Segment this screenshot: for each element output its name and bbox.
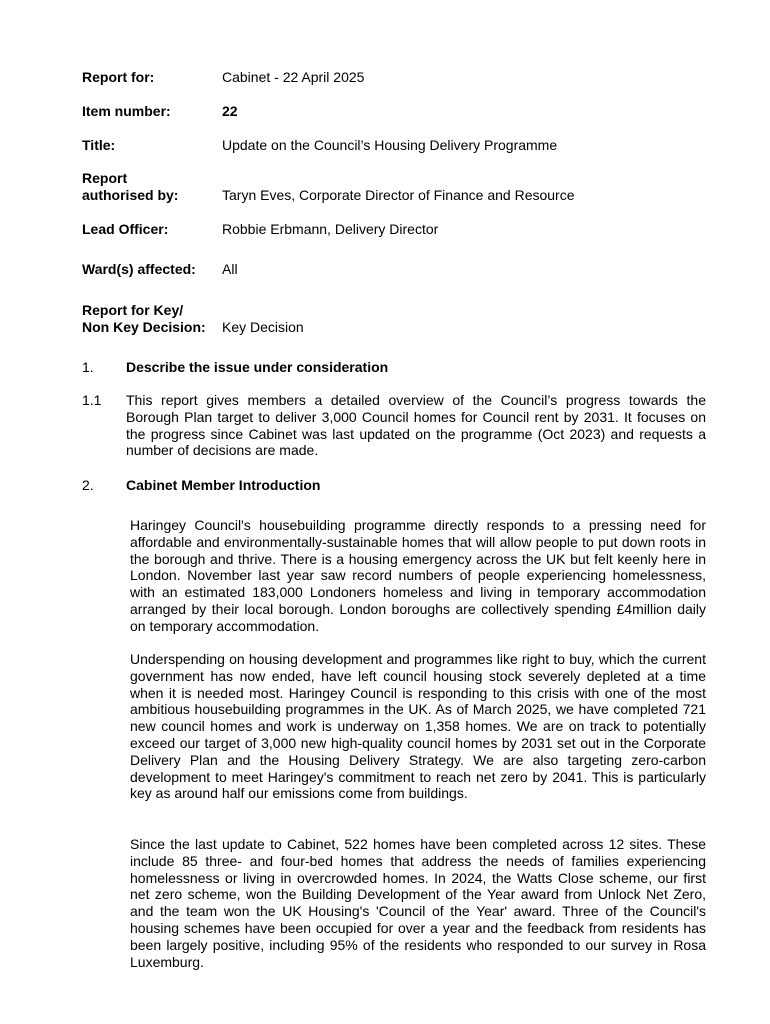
lead-officer-value: Robbie Erbmann, Delivery Director — [222, 221, 439, 237]
section-1-heading: Describe the issue under consideration — [126, 359, 389, 375]
section-1-1-paragraph: This report gives members a detailed overview of the Council’s progress towards the Borough Plan target to deliver 3,000 Council homes for Council rent by 2031. It focuses on the progress since Cabinet was last updated on the programme (Oct 2023) and requests a number of decisions are made. — [126, 392, 706, 459]
report-for-value: Cabinet - 22 April 2025 — [222, 69, 365, 85]
key-decision-value: Key Decision — [222, 319, 304, 335]
authorised-value: Taryn Eves, Corporate Director of Finance and Resource — [222, 187, 575, 203]
key-decision-label-line2: Non Key Decision: — [82, 319, 206, 335]
item-number-label: Item number: — [82, 103, 171, 119]
cabinet-intro-paragraph-2: Underspending on housing development and programmes like right to buy, which the current government has now ended, have left council housing stock severely depleted at a time when it is needed most. Haringey Council is responding to this crisis with one of the most ambitious housebuilding programmes in the UK. As of March 2025, we have completed 721 new council homes and work is underway on 1,358 homes. We are on track to potentially exceed our target of 3,000 new high-quality council homes by 2031 set out in the Corporate Delivery Plan and the Housing Delivery Strategy. We are also targeting zero-carbon development to meet Haringey's commitment to reach net zero by 2041. This is particularly key as around half our emissions come from buildings. — [130, 651, 706, 802]
section-1-1-number: 1.1 — [82, 392, 102, 408]
lead-officer-label: Lead Officer: — [82, 221, 169, 237]
wards-label: Ward(s) affected: — [82, 261, 196, 277]
title-value: Update on the Council’s Housing Delivery Programme — [222, 137, 558, 153]
wards-value: All — [222, 261, 238, 277]
key-decision-label-line1: Report for Key/ — [82, 302, 184, 318]
item-number-value: 22 — [222, 103, 238, 119]
cabinet-intro-paragraph-1: Haringey Council's housebuilding programme directly responds to a pressing need for affordable and environmentally-sustainable homes that will allow people to put down roots in the borough and thrive. There is a housing emergency across the UK but felt keenly here in London. November last year saw record numbers of people experiencing homelessness, with an estimated 183,000 Londoners homeless and living in temporary accommodation arranged by their local borough. London boroughs are collectively spending £4million daily on temporary accommodation. — [130, 517, 706, 634]
title-label: Title: — [82, 137, 116, 153]
cabinet-intro-paragraph-3: Since the last update to Cabinet, 522 homes have been completed across 12 sites. These include 85 three- and four-bed homes that address the needs of families experiencing homelessness or living in overcrowded homes. In 2024, the Watts Close scheme, our first net zero scheme, won the Building Development of the Year award from Unlock Net Zero, and the team won the UK Housing's 'Council of the Year' award. Three of the Council's housing schemes have been occupied for over a year and the feedback from residents has been largely positive, including 95% of the residents who responded to our survey in Rosa Luxemburg. — [130, 836, 706, 970]
section-1-number: 1. — [82, 359, 94, 375]
authorised-label-line1: Report — [82, 170, 128, 186]
section-2-heading: Cabinet Member Introduction — [126, 477, 321, 493]
authorised-label-line2: authorised by: — [82, 187, 179, 203]
section-2-number: 2. — [82, 477, 94, 493]
report-for-label: Report for: — [82, 69, 155, 85]
